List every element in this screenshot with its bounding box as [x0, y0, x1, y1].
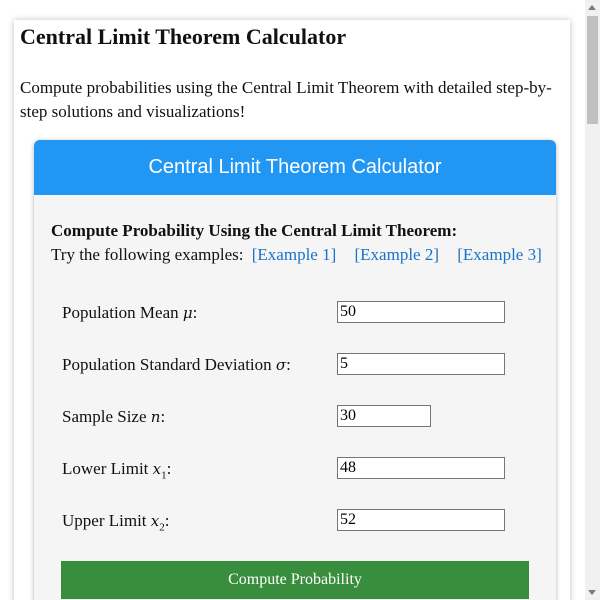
example-1-link[interactable]: [Example 1]	[251, 245, 337, 264]
lower-limit-input[interactable]	[337, 457, 505, 479]
sample-size-input[interactable]	[337, 405, 431, 427]
upper-limit-row	[62, 509, 522, 533]
calculator-card	[34, 140, 556, 600]
x2-symbol: x	[150, 512, 160, 530]
example-2-link[interactable]: [Example 2]	[354, 245, 439, 264]
upper-limit-label: Upper Limit $x_2$:	[62, 511, 170, 534]
examples-prompt: Try the following examples:	[51, 245, 244, 264]
mu-symbol: μ	[182, 304, 193, 322]
std-dev-row	[62, 353, 522, 377]
calculator-header: Central Limit Theorem Calculator	[34, 140, 556, 195]
mean-input[interactable]	[337, 301, 505, 323]
n-symbol: n	[150, 408, 161, 426]
scroll-up-icon[interactable]	[588, 5, 596, 10]
sample-size-label: Sample Size n:	[62, 407, 166, 426]
mean-row	[62, 301, 522, 325]
mean-label: Population Mean μ:	[62, 303, 198, 322]
std-dev-input[interactable]	[337, 353, 505, 375]
sample-size-row	[62, 405, 522, 429]
sigma-symbol: σ	[275, 356, 287, 374]
scroll-thumb[interactable]	[587, 16, 598, 124]
instructions-heading: Compute Probability Using the Central Limit Theorem:	[51, 221, 458, 240]
lower-limit-row	[62, 457, 522, 481]
upper-limit-input[interactable]	[337, 509, 505, 531]
examples-row	[51, 245, 542, 265]
page-title: Central Limit Theorem Calculator	[20, 24, 347, 49]
vertical-scrollbar[interactable]	[585, 0, 600, 600]
scroll-down-icon[interactable]	[588, 590, 596, 595]
example-3-link[interactable]: [Example 3]	[457, 245, 542, 264]
compute-probability-button[interactable]: Compute Probability	[61, 561, 529, 599]
page-intro: Compute probabilities using the Central Limit Theorem with detailed step-by-step solutions and visualizations!	[20, 78, 552, 121]
lower-limit-label: Lower Limit $x_1$:	[62, 459, 172, 482]
x1-symbol: x	[152, 460, 162, 478]
std-dev-label: Population Standard Deviation σ:	[62, 355, 291, 374]
page-container	[14, 20, 570, 600]
